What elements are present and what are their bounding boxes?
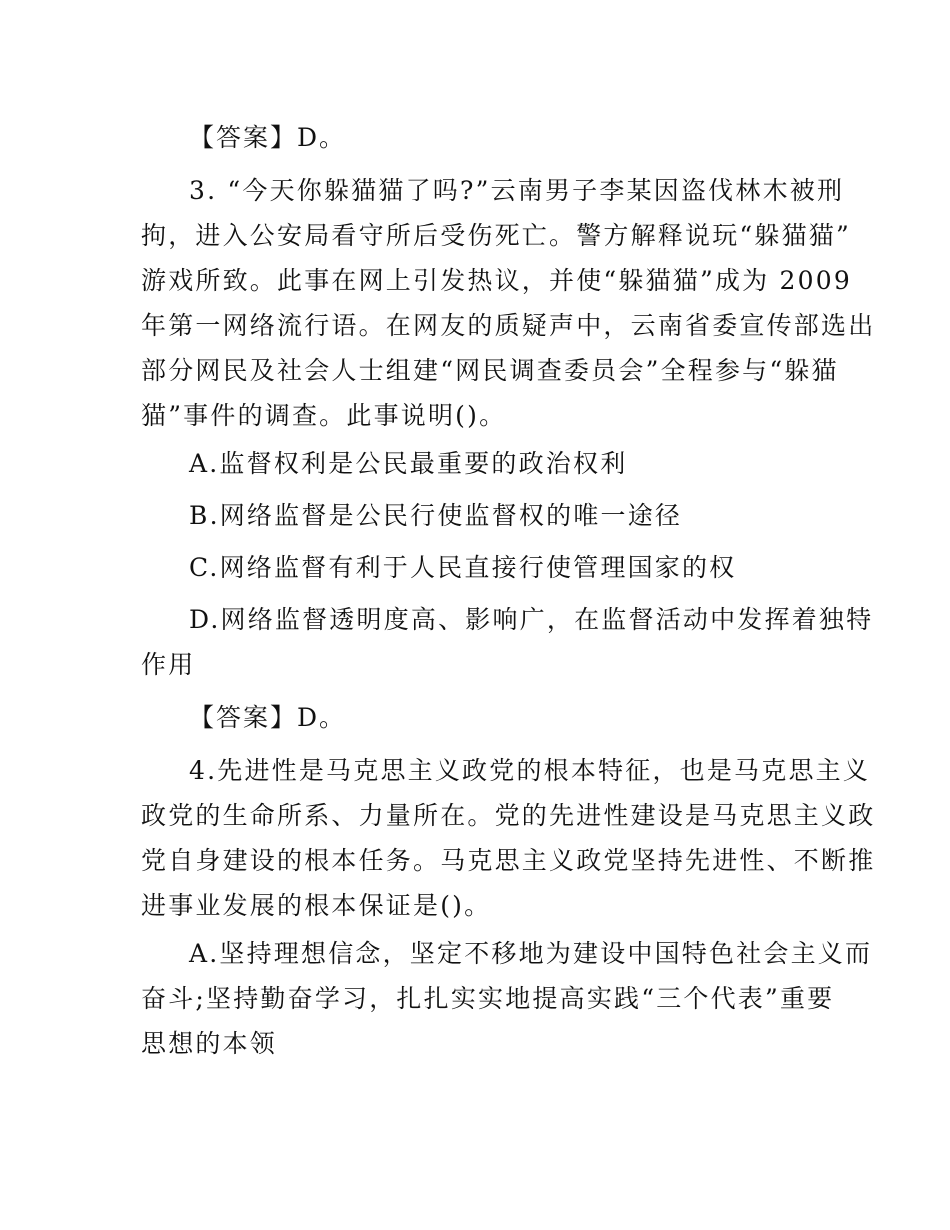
question-3-option-a: A.监督权利是公民最重要的政治权利 <box>189 449 628 478</box>
answer-label-q2: 【答案】D。 <box>189 123 347 152</box>
question-3-line-1: 3. “今天你躲猫猫了吗?”云南男子李某因盗伐林木被刑 <box>189 176 845 205</box>
question-4-line-4: 进事业发展的根本保证是()。 <box>141 891 492 920</box>
question-4-line-1: 4.先进性是马克思主义政党的根本特征，也是马克思主义 <box>189 756 871 785</box>
question-3-option-d-line-1: D.网络监督透明度高、影响广，在监督活动中发挥着独特 <box>189 605 874 634</box>
question-3-option-b: B.网络监督是公民行使监督权的唯一途径 <box>189 501 683 530</box>
question-4-option-a-line-1: A.坚持理想信念，坚定不移地为建设中国特色社会主义而 <box>189 939 873 968</box>
question-4-option-a-line-2: 奋斗;坚持勤奋学习，扎扎实实地提高实践“三个代表”重要 <box>141 984 835 1013</box>
answer-label-q3: 【答案】D。 <box>189 703 347 732</box>
question-4-option-a-line-3: 思想的本领 <box>141 1029 278 1058</box>
question-3-line-2: 拘，进入公安局看守所后受伤死亡。警方解释说玩“躲猫猫” <box>141 221 851 250</box>
question-4-line-2: 政党的生命所系、力量所在。党的先进性建设是马克思主义政 <box>141 801 876 830</box>
question-3-line-4: 年第一网络流行语。在网友的质疑声中，云南省委宣传部选出 <box>141 311 876 340</box>
question-3-option-c: C.网络监督有利于人民直接行使管理国家的权 <box>189 553 737 582</box>
question-3-line-3: 游戏所致。此事在网上引发热议，并使“躲猫猫”成为 2009 <box>141 266 852 295</box>
question-3-line-5: 部分网民及社会人士组建“网民调查委员会”全程参与“躲猫 <box>141 356 839 385</box>
question-3-line-6: 猫”事件的调查。此事说明()。 <box>141 401 507 430</box>
question-3-option-d-line-2: 作用 <box>141 650 196 679</box>
question-4-line-3: 党自身建设的根本任务。马克思主义政党坚持先进性、不断推 <box>141 846 876 875</box>
